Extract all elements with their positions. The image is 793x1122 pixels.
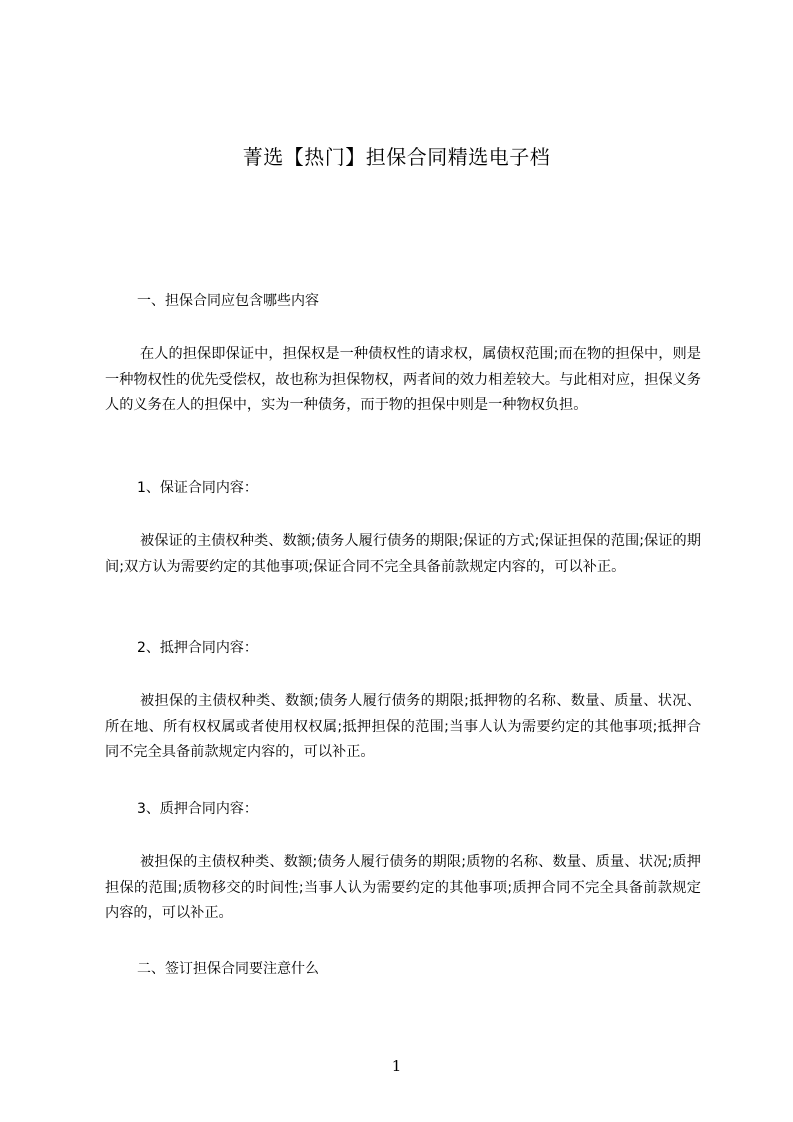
subheading-pledge-contract: 3、质押合同内容： [137, 801, 258, 817]
paragraph-mortgage-contract: 被担保的主债权种类、数额;债务人履行债务的期限;抵押物的名称、数量、质量、状况、所在地、所有权权属或者使用权权属;抵押担保的范围;当事人认为需要约定的其他事项;抵押合同不完全具备前款规定内容的，可以补正。 [105, 693, 701, 760]
section-heading-notes: 二、签订担保合同要注意什么 [137, 961, 319, 977]
subheading-guarantee-contract: 1、保证合同内容： [137, 480, 258, 496]
paragraph-guarantee-overview: 在人的担保即保证中，担保权是一种债权性的请求权，属债权范围;而在物的担保中，则是一种物权性的优先受偿权，故也称为担保物权，两者间的效力相差较大。与此相对应，担保义务人的义务在人的担保中，实为一种债务，而于物的担保中则是一种物权负担。 [105, 346, 701, 413]
paragraph-pledge-contract: 被担保的主债权种类、数额;债务人履行债务的期限;质物的名称、数量、质量、状况;质押担保的范围;质物移交的时间性;当事人认为需要约定的其他事项;质押合同不完全具备前款规定内容的，可以补正。 [105, 854, 701, 921]
paragraph-guarantee-contract: 被保证的主债权种类、数额;债务人履行债务的期限;保证的方式;保证担保的范围;保证的期间;双方认为需要约定的其他事项;保证合同不完全具备前款规定内容的，可以补正。 [105, 533, 701, 575]
section-heading-content: 一、担保合同应包含哪些内容 [137, 293, 319, 309]
page-number: 1 [391, 1057, 402, 1075]
document-title: 菁选【热门】担保合同精选电子档 [242, 145, 551, 169]
subheading-mortgage-contract: 2、抵押合同内容： [137, 640, 258, 656]
